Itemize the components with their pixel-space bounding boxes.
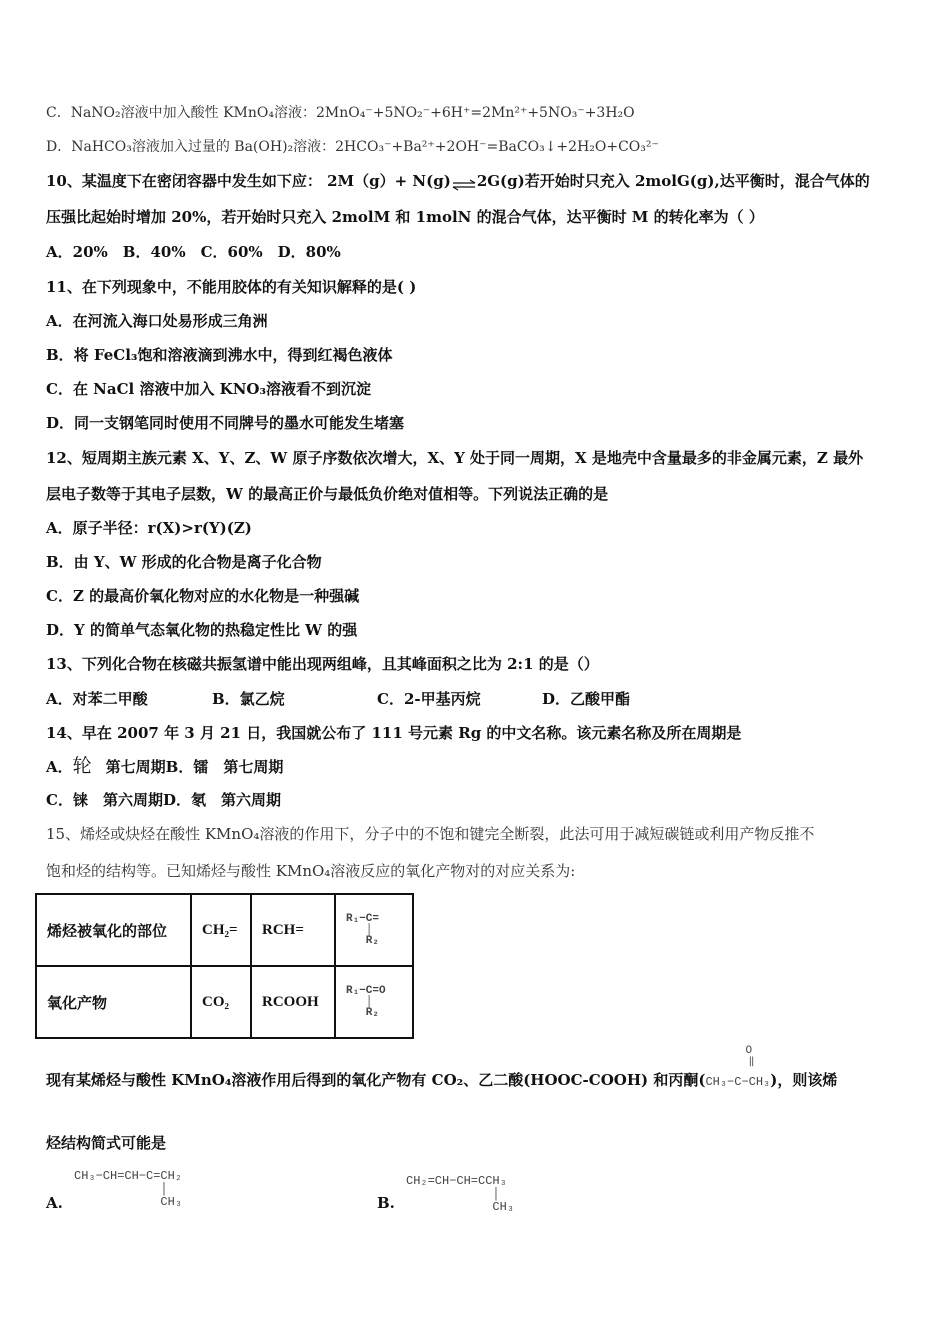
q14-options-ab [46,756,283,777]
q14-options-cd [46,790,281,810]
acetone-oxygen: O [745,1045,753,1057]
equilibrium-arrow-icon [451,176,477,188]
q13-option-c: C．2-甲基丙烷 [377,690,481,708]
table-row [36,894,413,966]
q11-option-d: D．同一支钢笔同时使用不同牌号的墨水可能发生堵塞 [46,414,405,432]
acetone-structure [705,1045,771,1092]
q12-stem-line2: 层电子数等于其电子层数，W 的最高正价与最低负价绝对值相等。下列说法正确的是 [46,485,609,503]
table-cell-structure [335,894,413,966]
q15-stem-line1: 15、烯烃或炔烃在酸性 KMnO₄溶液的作用下，分子中的不饱和键完全断裂，此法可用于减短碳链或利用产物反推不 [46,825,815,843]
q14-option-c: C．铼 第六周期 [46,791,163,809]
oxidation-table [35,893,414,1039]
q14-option-a-period: 第七周期 [105,758,166,776]
q11-option-a: A．在河流入海口处易形成三角洲 [46,312,268,330]
q15-option-a-formula: CH₃−CH=CH−C=CH₂ │ CH₃ [74,1169,183,1209]
table-cell: 氧化产物 [36,966,191,1038]
q14-option-d: D．氡 第六周期 [162,791,281,809]
q12-option-c: C．Z 的最高价氧化物对应的水化物是一种强碱 [46,587,360,605]
q15-option-a-label: A. [46,1194,63,1212]
q14-option-a-element: 轮 [72,755,92,777]
acetone-formula: CH₃−C−CH₃ [705,1075,771,1089]
table-cell: CH₂= [191,894,251,966]
q10-stem-part2: 2G(g)若开始时只充入 2molG(g),达平衡时，混合气体的 [476,172,870,190]
q13-option-b: B．氯乙烷 [212,690,285,708]
q10-options: A．20% B．40% C．60% D．80% [46,243,341,261]
q12-stem-line1: 12、短周期主族元素 X、Y、Z、W 原子序数依次增大，X、Y 处于同一周期，X 是地壳中含量最多的非金属元素，Z 最外 [46,449,864,467]
q10-stem-line2: 压强比起始时增加 20%，若开始时只充入 2molM 和 1molN 的混合气体，达平衡时 M 的转化率为（ ） [46,208,764,226]
q15-stem-line3-part2: )，则该烯 [770,1071,838,1089]
q10-stem-line1 [46,171,870,191]
table-cell: RCOOH [251,966,335,1038]
q11-option-b: B．将 FeCl₃饱和溶液滴到沸水中，得到红褐色液体 [46,346,393,364]
q13-option-d: D．乙酸甲酯 [542,690,631,708]
q13-stem: 13、下列化合物在核磁共振氢谱中能出现两组峰，且其峰面积之比为 2:1 的是（） [46,655,599,673]
q11-option-c: C．在 NaCl 溶液中加入 KNO₃溶液看不到沉淀 [46,380,372,398]
table-cell: RCH= [251,894,335,966]
q14-option-a-label: A． [46,758,73,776]
q11-stem: 11、在下列现象中，不能用胶体的有关知识解释的是( ) [46,278,417,296]
ketone-precursor-structure: R₁−C= │ R₂ [346,912,380,947]
table-cell: 烯烃被氧化的部位 [36,894,191,966]
q15-option-b-label: B. [377,1194,395,1212]
q9-option-d: D．NaHCO₃溶液加入过量的 Ba(OH)₂溶液：2HCO₃⁻+Ba²⁺+2OH⁻=BaCO₃↓+2H₂O+CO₃²⁻ [46,139,659,155]
q12-option-a: A．原子半径：r(X)>r(Y)(Z) [46,519,252,537]
table-row [36,966,413,1038]
q10-stem-part1: 10、某温度下在密闭容器中发生如下应： 2M（g）+ N(g) [46,172,451,190]
q9-option-c: C．NaNO₂溶液中加入酸性 KMnO₄溶液：2MnO₄⁻+5NO₂⁻+6H⁺=2Mn²⁺+5NO₃⁻+3H₂O [46,105,635,121]
q15-stem-line3-part1: 现有某烯烃与酸性 KMnO₄溶液作用后得到的氧化产物有 CO₂、乙二酸(HOOC-COOH) 和丙酮( [46,1071,706,1089]
q15-stem-line2: 饱和烃的结构等。已知烯烃与酸性 KMnO₄溶液反应的氧化产物对的对应关系为: [46,862,576,880]
q15-option-b-formula: CH₂=CH−CH=CCH₃ │ CH₃ [406,1174,515,1214]
q14-stem: 14、早在 2007 年 3 月 21 日，我国就公布了 111 号元素 Rg 的中文名称。该元素名称及所在周期是 [46,724,742,742]
q12-option-b: B．由 Y、W 形成的化合物是离子化合物 [46,553,322,571]
q12-option-d: D．Y 的简单气态氧化物的热稳定性比 W 的强 [46,621,358,639]
table-cell-structure [335,966,413,1038]
q13-option-a: A．对苯二甲酸 [46,690,148,708]
q15-stem-line4: 烃结构简式可能是 [46,1134,167,1152]
acetone-bond: ‖ [748,1057,755,1068]
table-cell: CO₂ [191,966,251,1038]
q15-stem-line3 [46,1045,838,1092]
ketone-product-structure: R₁−C=O │ R₂ [346,984,386,1019]
q14-option-b: B．镭 第七周期 [165,758,284,776]
